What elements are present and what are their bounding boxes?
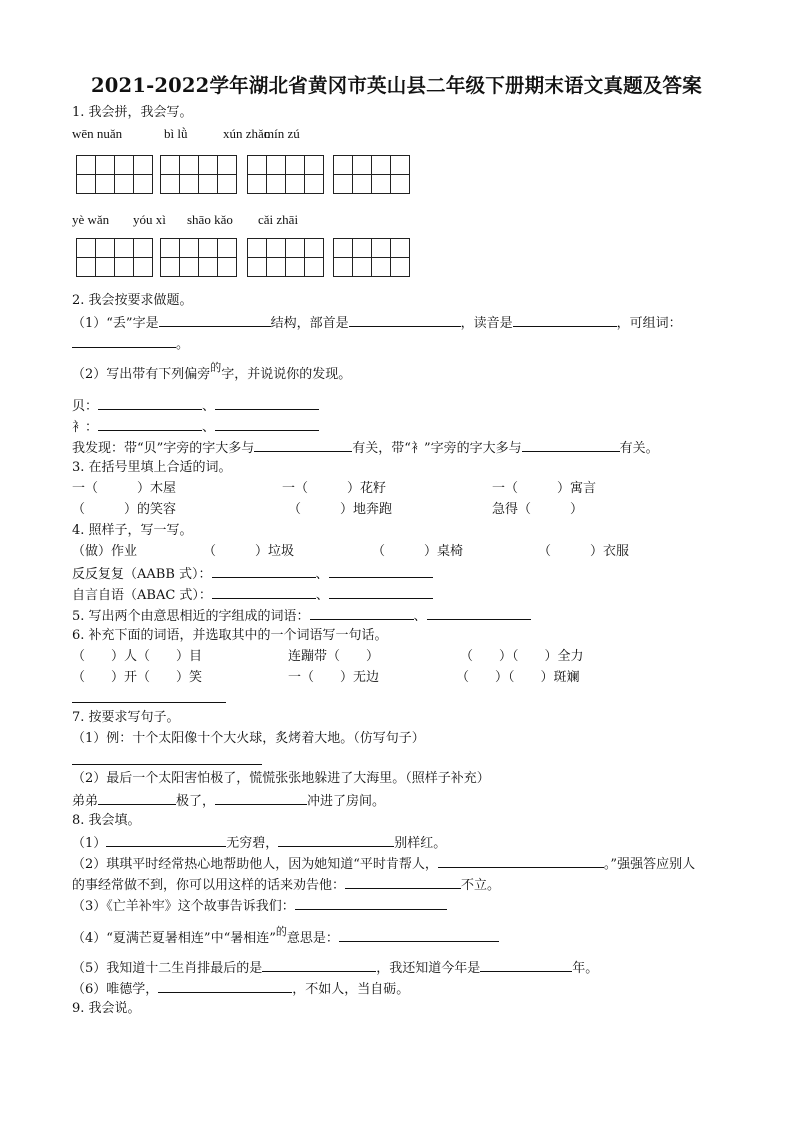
grid-cell[interactable] [198, 174, 218, 194]
q8-heading: 8. 我会填。 [72, 813, 141, 828]
q8-text: 意思是： [286, 931, 339, 946]
separator: 、 [315, 567, 329, 582]
grid-cell[interactable] [247, 257, 267, 277]
q6-row2 [72, 669, 772, 687]
q8-text: 的事经常做不到，你可以用这样的话来劝告他： [72, 878, 346, 893]
q2-text: 我发现：带“贝”字旁的字大多与 [72, 441, 255, 456]
grid-cell[interactable] [285, 257, 305, 277]
pinyin-label: shāo kǎo [187, 212, 233, 227]
q9-heading: 9. 我会说。 [72, 1001, 141, 1016]
grid-cell[interactable] [114, 238, 134, 258]
q2-text: 结构，部首是 [270, 316, 349, 331]
grid-cell[interactable] [371, 155, 391, 175]
q8-text: 。”强强答应别人 [603, 857, 696, 872]
separator: 、 [202, 399, 216, 414]
answer-blank[interactable] [212, 564, 316, 578]
grid-cell[interactable] [95, 238, 115, 258]
grid-cell[interactable] [133, 155, 153, 175]
q2-part1-cont [72, 334, 189, 354]
pinyin-label: bì lǜ [164, 126, 188, 141]
answer-blank[interactable] [215, 396, 319, 410]
q2-text: 有关。 [619, 441, 659, 456]
answer-blank[interactable] [310, 606, 414, 620]
grid-cell[interactable] [304, 238, 324, 258]
q2-text: 字，并说说你的发现。 [221, 367, 352, 382]
q4-item: （ ）桌椅 [372, 544, 464, 559]
answer-blank[interactable] [438, 854, 604, 868]
pinyin-label: yè wǎn [72, 212, 110, 227]
grid-cell[interactable] [247, 238, 267, 258]
q2-bei-line [72, 396, 319, 416]
separator: 、 [413, 609, 427, 624]
q8-text: 不立。 [461, 878, 501, 893]
grid-cell[interactable] [76, 238, 96, 258]
q7-part1: （1）例：十个太阳像十个大火球，炙烤着大地。（仿写句子） [72, 731, 425, 746]
answer-blank[interactable] [98, 396, 202, 410]
grid-cell[interactable] [371, 174, 391, 194]
grid-cell[interactable] [371, 238, 391, 258]
grid-cell[interactable] [95, 174, 115, 194]
grid-cell[interactable] [133, 257, 153, 277]
q8-text: ，不如人，当自砺。 [292, 982, 410, 997]
q3-item: 急得（ ） [492, 502, 584, 517]
q8-text: （6）唯德学， [72, 982, 159, 997]
q2-heading: 2. 我会按要求做题。 [72, 293, 193, 308]
grid-cell[interactable] [179, 238, 199, 258]
q6-item: （ ）（ ）斑斓 [456, 670, 580, 685]
answer-blank[interactable] [522, 438, 620, 452]
q8-text: 别样红。 [394, 836, 447, 851]
radical-label: 贝： [72, 399, 99, 414]
grid-cell[interactable] [114, 174, 134, 194]
grid-cell[interactable] [333, 155, 353, 175]
q4-abac [72, 585, 433, 605]
grid-cell[interactable] [179, 257, 199, 277]
grid-cell[interactable] [133, 238, 153, 258]
grid-cell[interactable] [217, 238, 237, 258]
q8-part2 [72, 854, 695, 874]
q4-heading: 4. 照样子，写一写。 [72, 523, 193, 538]
grid-cell[interactable] [333, 257, 353, 277]
grid-cell[interactable] [304, 155, 324, 175]
grid-cell[interactable] [390, 174, 410, 194]
word-grid[interactable] [333, 155, 410, 194]
q6-item: 一（ ）无边 [288, 670, 380, 685]
q8-part2-cont [72, 875, 500, 895]
answer-blank[interactable] [159, 313, 271, 327]
q2-text: 的 [210, 361, 222, 374]
answer-blank[interactable] [262, 958, 376, 972]
grid-cell[interactable] [179, 174, 199, 194]
grid-cell[interactable] [390, 257, 410, 277]
pinyin-label: wēn nuǎn [72, 126, 123, 141]
q8-text: （5）我知道十二生肖排最后的是 [72, 961, 263, 976]
grid-cell[interactable] [133, 174, 153, 194]
grid-cell[interactable] [198, 238, 218, 258]
word-grid[interactable] [160, 238, 237, 277]
word-grid[interactable] [160, 155, 237, 194]
answer-blank[interactable] [278, 833, 394, 847]
q8-text: （2）琪琪平时经常热心地帮助他人，因为她知道“平时肯帮人， [72, 857, 438, 872]
word-grid[interactable] [247, 238, 324, 277]
answer-blank[interactable] [254, 438, 352, 452]
grid-cell[interactable] [285, 155, 305, 175]
grid-cell[interactable] [76, 155, 96, 175]
q2-text: 。 [176, 337, 190, 352]
q3-row2 [72, 501, 772, 519]
answer-blank[interactable] [427, 606, 531, 620]
word-grid[interactable] [76, 155, 153, 194]
grid-cell[interactable] [76, 174, 96, 194]
answer-blank[interactable] [215, 791, 307, 805]
q3-row1 [72, 480, 772, 498]
q6-heading: 6. 补充下面的词语，并选取其中的一个词语写一句话。 [72, 628, 388, 643]
grid-cell[interactable] [352, 238, 372, 258]
grid-cell[interactable] [247, 155, 267, 175]
answer-blank[interactable] [345, 875, 461, 889]
q8-part3 [72, 896, 447, 916]
grid-cell[interactable] [285, 174, 305, 194]
answer-blank[interactable] [329, 585, 433, 599]
word-grid[interactable] [333, 238, 410, 277]
q7-part2-fill [72, 791, 385, 811]
grid-cell[interactable] [160, 257, 180, 277]
pinyin-label: mín zú [264, 126, 300, 141]
pinyin-label: yóu xì [133, 212, 166, 227]
grid-cell[interactable] [285, 238, 305, 258]
q6-item: （ ）开（ ）笑 [72, 670, 203, 685]
q2-text: （2）写出带有下列偏旁 [72, 367, 211, 382]
separator: 、 [202, 420, 216, 435]
q8-text: 无穷碧， [226, 836, 279, 851]
q2-finding [72, 438, 659, 458]
grid-cell[interactable] [304, 174, 324, 194]
word-grid[interactable] [76, 238, 153, 277]
answer-blank[interactable] [329, 564, 433, 578]
grid-cell[interactable] [217, 174, 237, 194]
q4-item: （做）作业 [72, 544, 138, 559]
radical-label: 衤： [72, 420, 99, 435]
answer-blank[interactable] [295, 896, 447, 910]
q4-item: （ ）衣服 [538, 544, 630, 559]
q2-text: 有关，带“衤”字旁的字大多与 [352, 441, 522, 456]
q7-text: 极了， [176, 794, 216, 809]
grid-cell[interactable] [114, 257, 134, 277]
answer-line[interactable] [72, 702, 226, 703]
grid-cell[interactable] [160, 238, 180, 258]
answer-blank[interactable] [339, 928, 499, 942]
grid-cell[interactable] [95, 257, 115, 277]
grid-cell[interactable] [333, 174, 353, 194]
grid-cell[interactable] [304, 257, 324, 277]
q4-aabb [72, 564, 433, 584]
q3-heading: 3. 在括号里填上合适的词。 [72, 460, 232, 475]
grid-cell[interactable] [390, 238, 410, 258]
q2-text: ，读音是 [460, 316, 513, 331]
answer-blank[interactable] [98, 791, 176, 805]
answer-blank[interactable] [513, 313, 617, 327]
q3-item: （ ）地奔跑 [288, 502, 393, 517]
separator: 、 [315, 588, 329, 603]
grid-cell[interactable] [266, 257, 286, 277]
q4-text: 自言自语（ABAC 式）： [72, 588, 212, 603]
word-grid[interactable] [247, 155, 324, 194]
grid-cell[interactable] [371, 257, 391, 277]
q3-item: 一（ ）花籽 [282, 481, 387, 496]
q8-text: 的 [275, 925, 287, 938]
grid-cell[interactable] [160, 174, 180, 194]
grid-cell[interactable] [198, 155, 218, 175]
q7-part2: （2）最后一个太阳害怕极了，慌慌张张地躲进了大海里。（照样子补充） [72, 771, 490, 786]
grid-cell[interactable] [266, 174, 286, 194]
answer-blank[interactable] [480, 958, 572, 972]
answer-blank[interactable] [98, 417, 202, 431]
grid-cell[interactable] [179, 155, 199, 175]
grid-cell[interactable] [95, 155, 115, 175]
grid-cell[interactable] [352, 174, 372, 194]
q5-text: 5. 写出两个由意思相近的字组成的词语： [72, 609, 310, 624]
q7-text: 弟弟 [72, 794, 99, 809]
grid-cell[interactable] [76, 257, 96, 277]
q6-item: 连蹦带（ ） [288, 649, 380, 664]
pinyin-label: xún zhǎo [223, 126, 271, 141]
q7-heading: 7. 按要求写句子。 [72, 710, 180, 725]
grid-cell[interactable] [114, 155, 134, 175]
q8-part6 [72, 979, 409, 999]
answer-blank[interactable] [72, 334, 176, 348]
q6-item: （ ）人（ ）目 [72, 649, 203, 664]
answer-blank[interactable] [158, 979, 292, 993]
q6-row1 [72, 648, 772, 666]
q7-text: 冲进了房间。 [307, 794, 386, 809]
q2-yi-line [72, 417, 319, 437]
q8-text: （4）“夏满芒夏暑相连”中“暑相连” [72, 931, 276, 946]
grid-cell[interactable] [198, 257, 218, 277]
q4-row1 [72, 543, 772, 561]
pinyin-label: cǎi zhāi [258, 212, 299, 227]
answer-blank[interactable] [212, 585, 316, 599]
grid-cell[interactable] [217, 257, 237, 277]
q1-heading: 1. 我会拼，我会写。 [72, 105, 193, 120]
q8-text: （1） [72, 836, 107, 851]
q2-part1 [72, 313, 682, 333]
q4-item: （ ）垃圾 [203, 544, 295, 559]
answer-blank[interactable] [106, 833, 226, 847]
q4-text: 反反复复（AABB 式）： [72, 567, 212, 582]
grid-cell[interactable] [266, 238, 286, 258]
q8-part4 [72, 925, 499, 948]
answer-blank[interactable] [215, 417, 319, 431]
grid-cell[interactable] [247, 174, 267, 194]
q8-text: （3）《亡羊补牢》这个故事告诉我们： [72, 899, 295, 914]
q8-part5 [72, 958, 598, 978]
q3-item: （ ）的笑容 [72, 502, 177, 517]
grid-cell[interactable] [266, 155, 286, 175]
grid-cell[interactable] [352, 155, 372, 175]
q8-text: 年。 [572, 961, 599, 976]
grid-cell[interactable] [390, 155, 410, 175]
q2-text: ，可组词： [616, 316, 682, 331]
grid-cell[interactable] [352, 257, 372, 277]
q3-item: 一（ ）木屋 [72, 481, 177, 496]
q8-text: ，我还知道今年是 [376, 961, 481, 976]
q2-text: （1）“丢”字是 [72, 316, 159, 331]
answer-line[interactable] [72, 764, 262, 765]
page-title: 2021-2022学年湖北省黄冈市英山县二年级下册期末语文真题及答案 [91, 74, 702, 97]
q2-part2 [72, 361, 352, 384]
grid-cell[interactable] [160, 155, 180, 175]
q3-item: 一（ ）寓言 [492, 481, 597, 496]
q6-item: （ ）（ ）全力 [460, 649, 584, 664]
q8-part1 [72, 833, 446, 853]
grid-cell[interactable] [217, 155, 237, 175]
q5-line [72, 606, 531, 626]
answer-blank[interactable] [349, 313, 461, 327]
grid-cell[interactable] [333, 238, 353, 258]
